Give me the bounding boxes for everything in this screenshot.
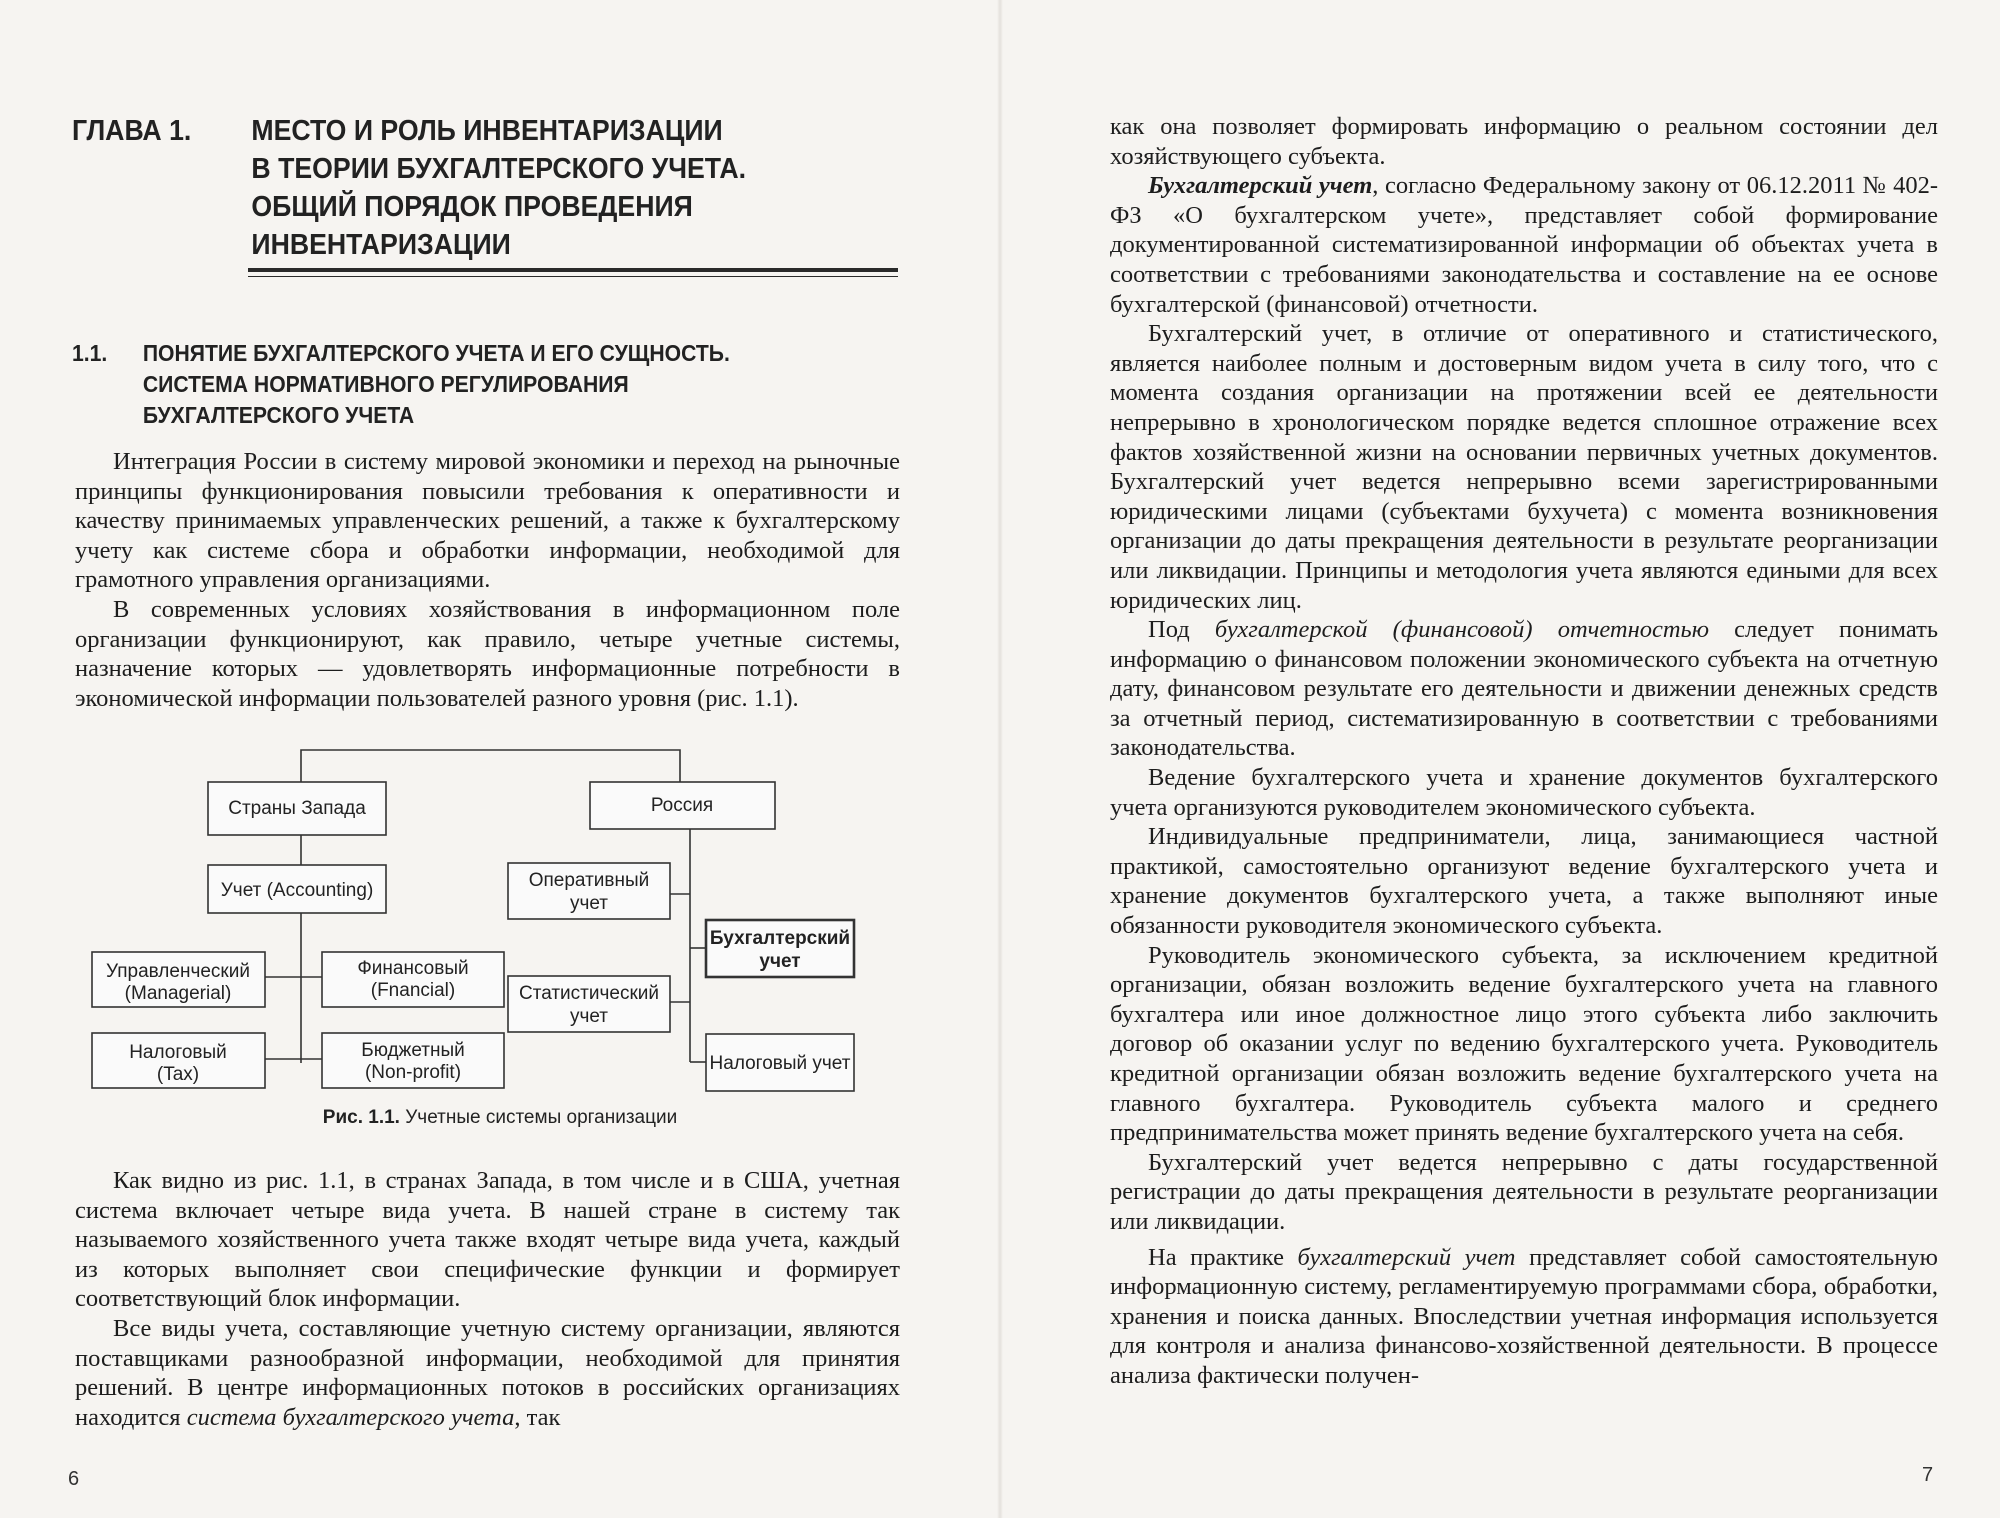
chapter-title: МЕСТО И РОЛЬ ИНВЕНТАРИЗАЦИИ В ТЕОРИИ БУХГАЛТЕРСКОГО УЧЕТА. ОБЩИЙ ПОРЯДОК ПРОВЕДЕНИЯ ИНВЕНТАРИЗАЦИИ bbox=[251, 115, 747, 261]
label-tax-ru: Налоговый учет bbox=[709, 1053, 851, 1074]
paragraph: Индивидуальные предприниматели, лица, занимающиеся частной практикой, самостоятельно организуют ведение бухгалтерского учета и хранение документов бухгалтерского учета, а также выполняют иные обязанности руководителя экономического субъекта. bbox=[1110, 823, 1938, 940]
chapter-rule-thick bbox=[248, 268, 898, 272]
paragraph: Как видно из рис. 1.1, в странах Запада, в том числе и в США, учетная система включает четыре вида учета. В нашей стране в систему так называемого хозяйственного учета также входят четыре вида учета, каждый из которых выполняет свои специфические функции и формирует соответствующий блок информации. bbox=[75, 1167, 900, 1313]
caption-text: Учетные системы организации bbox=[399, 1107, 678, 1128]
right-page bbox=[1000, 0, 2000, 1518]
label-statistical-2: учет bbox=[569, 1006, 609, 1027]
accounting-systems-diagram bbox=[80, 740, 930, 1120]
right-text bbox=[1110, 112, 1938, 1391]
label-operative-2: учет bbox=[569, 893, 609, 914]
label-west: Страны Запада bbox=[228, 798, 366, 819]
paragraph: Под бухгалтерской (финансовой) отчетностью следует понимать информацию о финансовом положении экономического субъекта на отчетную дату, финансовом результате его деятельности и движении денежных средств за отчетный период, систематизированную в соответствии с требованиями законодательства. bbox=[1110, 616, 1938, 762]
left-text-bottom bbox=[75, 1166, 900, 1432]
figure-caption bbox=[0, 1107, 1000, 1129]
page-number-right: 7 bbox=[1922, 1464, 1934, 1486]
chapter-rule-thin bbox=[248, 276, 898, 277]
paragraph: Все виды учета, составляющие учетную систему организации, являются поставщиками разнообразной информации, необходимой для принятия решений. В центре информационных потоков в российских организациях находится система бухгалтерского учета, так bbox=[75, 1314, 900, 1431]
label-accounting: Учет (Accounting) bbox=[220, 880, 374, 901]
paragraph: Бухгалтерский учет ведется непрерывно с даты государственной регистрации до даты прекращения деятельности в результате реорганизации или ликвидации. bbox=[1110, 1148, 1938, 1235]
diagram-svg bbox=[80, 740, 930, 1120]
label-financial-2: (Fnancial) bbox=[370, 980, 456, 1001]
label-buh-1: Бухгалтерский bbox=[709, 928, 851, 949]
label-managerial-1: Управленческий bbox=[106, 961, 250, 982]
label-budget-2: (Non-profit) bbox=[364, 1062, 462, 1083]
paragraph: Ведение бухгалтерского учета и хранение документов бухгалтерского учета организуются руководителем экономического субъекта. bbox=[1110, 764, 1938, 821]
section-title: ПОНЯТИЕ БУХГАЛТЕРСКОГО УЧЕТА И ЕГО СУЩНОСТЬ. СИСТЕМА НОРМАТИВНОГО РЕГУЛИРОВАНИЯ БУХГАЛТЕРСКОГО УЧЕТА bbox=[142, 340, 730, 428]
label-operative-1: Оперативный bbox=[528, 870, 650, 891]
paragraph: В современных условиях хозяйствования в информационном поле организации функционируют, как правило, четыре учетные системы, назначение которых — удовлетворять информационные потребности в экономической информации пользователей разного уровня (рис. 1.1). bbox=[75, 595, 900, 712]
paragraph: Руководитель экономического субъекта, за исключением кредитной организации, обязан возложить ведение бухгалтерского учета на главного бухгалтера или иное должностное лицо этого субъекта либо заключить договор об оказании услуг по ведению бухгалтерского учета. Руководитель кредитной организации обязан возложить ведение бухгалтерского учета на главного бухгалтера. Руководитель субъекта малого и среднего предпринимательства может принять ведение бухгалтерского учета на себя. bbox=[1110, 941, 1938, 1147]
label-tax-west-2: (Tax) bbox=[156, 1064, 200, 1085]
label-russia: Россия bbox=[650, 795, 714, 816]
caption-label: Рис. 1.1. bbox=[322, 1107, 400, 1128]
page-number-left: 6 bbox=[68, 1468, 80, 1490]
paragraph: как она позволяет формировать информацию о реальном состоянии дел хозяйствующего субъекта. bbox=[1110, 113, 1938, 170]
paragraph: Бухгалтерский учет, согласно Федеральному закону от 06.12.2011 № 402-ФЗ «О бухгалтерском учете», представляет собой формирование документированной систематизированной информации об объектах учета в соответствии с требованиями законодательства и составление на ее основе бухгалтерской (финансовой) отчетности. bbox=[1110, 172, 1938, 318]
label-buh-2: учет bbox=[759, 951, 801, 972]
paragraph: Интеграция России в систему мировой экономики и переход на рыночные принципы функционирования повысили требования к оперативности и качеству принимаемых управленческих решений, а также к бухгалтерскому учету как системе сбора и обработки информации, необходимой для грамотного управления организациями. bbox=[75, 448, 900, 594]
label-budget-1: Бюджетный bbox=[361, 1040, 465, 1061]
label-tax-west-1: Налоговый bbox=[129, 1042, 227, 1063]
paragraph: На практике бухгалтерский учет представляет собой самостоятельную информационную систему, регламентируемую программами сбора, обработки, хранения и поиска данных. Впоследствии учетная информация используется для контроля и анализа финансово-хозяйственной деятельности. В процессе анализа фактически получен- bbox=[1110, 1243, 1938, 1389]
label-statistical-1: Статистический bbox=[519, 983, 659, 1004]
left-text-top bbox=[75, 447, 900, 713]
chapter-number: ГЛАВА 1. bbox=[72, 115, 192, 147]
paragraph: Бухгалтерский учет, в отличие от оперативного и статистического, является наиболее полным и достоверным видом учета в силу того, что с момента создания организации на протяжении всей ее деятельности непрерывно в хронологическом порядке ведется сплошное отражение всех фактов хозяйственной жизни на основании первичных учетных документов. Бухгалтерский учет ведется непрерывно всеми зарегистрированными юридическими лицами (субъектами бухучета) с момента возникновения организации до даты прекращения деятельности в результате реорганизации или ликвидации. Принципы и методология учета являются едиными для всех юридических лиц. bbox=[1110, 320, 1938, 614]
label-financial-1: Финансовый bbox=[357, 958, 469, 979]
label-managerial-2: (Managerial) bbox=[124, 983, 232, 1004]
section-number: 1.1. bbox=[72, 340, 108, 366]
